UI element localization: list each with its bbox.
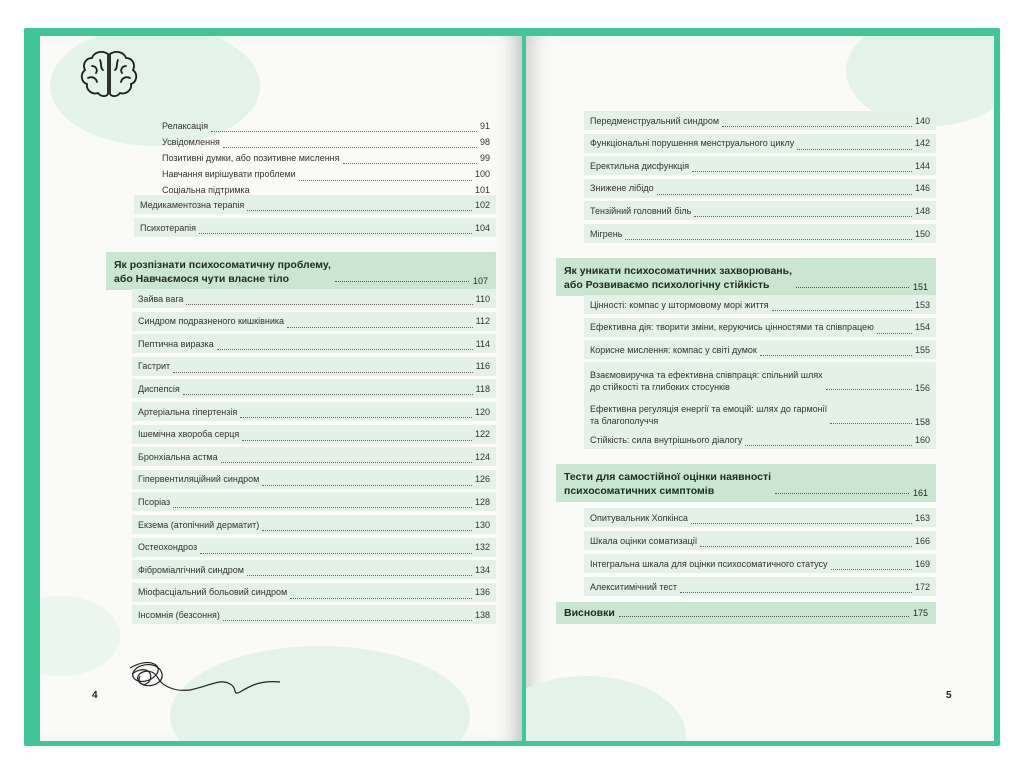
page-number: 4 xyxy=(92,690,98,701)
toc-entry-title: Артеріальна гіпертензія xyxy=(138,406,238,417)
toc-entry-title: Міофасціальний больовий синдром xyxy=(138,587,288,598)
toc-entry-title: Інтегральна шкала для оцінки психосоматичного статусу xyxy=(590,558,828,569)
toc-entry-title: Релаксація xyxy=(162,120,209,131)
section-heading[interactable] xyxy=(106,252,496,290)
toc-entry[interactable] xyxy=(584,531,936,550)
section-title-line2: або Навчаємося чути власне тіло xyxy=(114,273,290,285)
leader-dots xyxy=(657,194,912,195)
toc-entry-title: Психотерапія xyxy=(140,222,196,233)
leader-dots xyxy=(826,389,912,390)
leader-dots xyxy=(694,216,912,217)
leader-dots xyxy=(287,327,473,328)
toc-entry-page: 172 xyxy=(914,581,930,592)
toc-entry-title: Пептична виразка xyxy=(138,338,214,349)
scribble-thread-icon xyxy=(120,656,320,701)
leader-dots xyxy=(262,485,472,486)
toc-entry-page: 138 xyxy=(474,609,490,620)
toc-entry-title-line2: до стійкості та глибоких стосунків xyxy=(590,382,730,392)
toc-entry-page: 169 xyxy=(914,558,930,569)
toc-entry-page: 132 xyxy=(474,542,490,553)
leader-dots xyxy=(221,462,472,463)
toc-entry-page: 99 xyxy=(479,152,490,163)
toc-entry-title: Екзема (атопічний дерматит) xyxy=(138,519,260,530)
toc-entry-title: Диспепсія xyxy=(138,383,180,394)
toc-entry[interactable] xyxy=(584,201,936,220)
toc-entry[interactable] xyxy=(584,508,936,527)
toc-entry-title: Соціальна підтримка xyxy=(162,185,250,196)
section-heading[interactable] xyxy=(556,602,936,624)
toc-entry-page: 98 xyxy=(479,136,490,147)
toc-entry-page: 114 xyxy=(475,338,490,349)
decor-blob xyxy=(40,596,120,676)
leader-dots xyxy=(831,569,912,570)
toc-entry-page: 100 xyxy=(474,169,490,180)
toc-entry-page: 122 xyxy=(474,429,490,440)
brain-icon xyxy=(78,48,140,100)
leader-dots xyxy=(877,333,912,334)
toc-entry[interactable] xyxy=(584,554,936,573)
leader-dots xyxy=(183,394,473,395)
toc-entry-page: 136 xyxy=(474,587,490,598)
toc-entry[interactable] xyxy=(134,195,496,214)
leader-dots xyxy=(335,281,469,282)
toc-entry-title: Навчання вирішувати проблеми xyxy=(162,169,296,180)
leader-dots xyxy=(223,620,472,621)
toc-entry[interactable] xyxy=(584,340,936,359)
section-title: Висновки xyxy=(564,607,615,619)
section-title-line1: Тести для самостійної оцінки наявності xyxy=(564,471,772,483)
toc-entry-page: 146 xyxy=(914,183,930,194)
toc-entry-title: Псоріаз xyxy=(138,496,171,507)
section-heading[interactable] xyxy=(556,464,936,502)
leader-dots xyxy=(691,523,912,524)
toc-entry-page: 124 xyxy=(474,451,490,462)
toc-entry-page: 128 xyxy=(474,496,490,507)
toc-entry[interactable] xyxy=(132,492,496,511)
leader-dots xyxy=(772,310,912,311)
toc-entry-title-line1: Ефективна регуляція енергії та емоцій: шлях до гармонії xyxy=(590,404,828,414)
toc-entry[interactable] xyxy=(132,515,496,534)
toc-entry-page: 140 xyxy=(914,115,930,126)
toc-entry[interactable] xyxy=(132,583,496,602)
toc-entry-page: 116 xyxy=(475,361,490,372)
decor-blob xyxy=(526,676,686,741)
section-title-line1: Як уникати психосоматичних захворювань, xyxy=(564,265,793,277)
toc-entry-title: Шкала оцінки соматизації xyxy=(590,535,698,546)
toc-entry[interactable] xyxy=(584,134,936,153)
toc-entry[interactable] xyxy=(584,362,936,396)
leader-dots xyxy=(173,372,472,373)
toc-entry-title: Знижене лібідо xyxy=(590,183,654,194)
toc-entry-page: 166 xyxy=(914,535,930,546)
toc-entry-page: 155 xyxy=(914,344,930,355)
toc-entry-title: Гастрит xyxy=(138,361,171,372)
toc-entry[interactable] xyxy=(584,179,936,198)
toc-entry-title: Позитивні думки, або позитивне мислення xyxy=(162,152,340,163)
leader-dots xyxy=(242,440,472,441)
toc-entry-page: 144 xyxy=(914,160,930,171)
leader-dots xyxy=(692,171,912,172)
section-heading[interactable] xyxy=(556,258,936,296)
toc-entry[interactable] xyxy=(132,425,496,444)
toc-entry[interactable] xyxy=(584,156,936,175)
toc-entry-page: 154 xyxy=(914,322,930,333)
toc-entry-title: Ішемічна хвороба серця xyxy=(138,429,240,440)
leader-dots xyxy=(290,598,472,599)
leader-dots xyxy=(796,287,909,288)
toc-entry-title: Інсомнія (безсоння) xyxy=(138,609,220,620)
toc-entry-title-line1: Взаємовиручка та ефективна співпраця: спільний шлях xyxy=(590,370,823,380)
leader-dots xyxy=(760,355,912,356)
section-page: 175 xyxy=(912,608,928,618)
toc-entry-page: 158 xyxy=(914,417,930,427)
section-page: 161 xyxy=(912,488,928,498)
toc-entry[interactable] xyxy=(132,312,496,331)
toc-entry[interactable] xyxy=(134,218,496,237)
toc-entry-title: Еректильна дисфункція xyxy=(590,160,690,171)
toc-entry-title: Ефективна дія: творити зміни, керуючись цінностями та співпрацею xyxy=(590,322,874,333)
section-title-line1: Як розпізнати психосоматичну проблему, xyxy=(114,259,331,271)
toc-entry-page: 120 xyxy=(474,406,490,417)
toc-entry-page: 148 xyxy=(914,205,930,216)
leader-dots xyxy=(173,507,472,508)
toc-entry-page: 163 xyxy=(914,512,930,523)
toc-entry-title: Медикаментозна терапія xyxy=(140,199,245,210)
section-page: 151 xyxy=(912,282,928,292)
toc-entry[interactable] xyxy=(584,577,936,596)
toc-entry[interactable] xyxy=(584,224,936,243)
toc-entry[interactable] xyxy=(132,538,496,557)
leader-dots xyxy=(217,349,473,350)
page-number: 5 xyxy=(946,690,952,701)
toc-entry-page: 160 xyxy=(914,434,930,445)
toc-entry-title: Стійкість: сила внутрішнього діалогу xyxy=(590,434,743,445)
toc-entry[interactable] xyxy=(584,111,936,130)
toc-entry-title: Мігрень xyxy=(590,228,623,239)
toc-entry[interactable] xyxy=(132,447,496,466)
toc-entry-title: Гіпервентиляційний синдром xyxy=(138,474,260,485)
toc-entry-title: Алекситимічний тест xyxy=(590,581,678,592)
toc-entry-title: Зайва вага xyxy=(138,293,184,304)
toc-entry[interactable] xyxy=(584,318,936,337)
leader-dots xyxy=(200,553,472,554)
toc-entry-page: 150 xyxy=(914,228,930,239)
toc-entry[interactable] xyxy=(584,430,936,449)
toc-entry[interactable] xyxy=(132,560,496,579)
toc-entry-title: Передменструальний синдром xyxy=(590,115,720,126)
toc-entry-page: 130 xyxy=(474,519,490,530)
toc-entry[interactable] xyxy=(584,295,936,314)
toc-entry-page: 126 xyxy=(474,474,490,485)
toc-entry-page: 104 xyxy=(474,222,490,233)
toc-entry-page: 112 xyxy=(475,316,490,327)
leader-dots xyxy=(247,210,472,211)
section-page: 107 xyxy=(472,276,488,286)
toc-entry-title: Тензійний головний біль xyxy=(590,205,692,216)
toc-entry-title: Фіброміалгічний синдром xyxy=(138,564,244,575)
leader-dots xyxy=(625,239,912,240)
toc-entry-title: Корисне мислення: компас у світі думок xyxy=(590,344,757,355)
leader-dots xyxy=(680,592,912,593)
toc-entry-title: Усвідомлення xyxy=(162,136,220,147)
section-title-line2: або Розвиваємо психологічну стійкість xyxy=(564,279,770,291)
toc-entry-title: Опитувальник Хопкінса xyxy=(590,512,688,523)
toc-entry-page: 134 xyxy=(474,564,490,575)
leader-dots xyxy=(745,445,912,446)
toc-entry-page: 102 xyxy=(474,199,490,210)
toc-entry-page: 110 xyxy=(475,293,490,304)
toc-entry[interactable] xyxy=(132,605,496,624)
toc-entry-page: 142 xyxy=(914,138,930,149)
leader-dots xyxy=(262,530,472,531)
toc-entry[interactable] xyxy=(132,334,496,353)
toc-entry-title: Функціональні порушення менструального циклу xyxy=(590,138,795,149)
toc-entry-title: Цінності: компас у штормовому морі життя xyxy=(590,299,769,310)
section-title-line2: психосоматичних симптомів xyxy=(564,485,715,497)
toc-entry-page: 153 xyxy=(914,299,930,310)
toc-entry-title-line2: та благополуччя xyxy=(590,416,659,426)
leader-dots xyxy=(830,423,912,424)
leader-dots xyxy=(775,493,909,494)
leader-dots xyxy=(619,616,909,617)
toc-entry-page: 118 xyxy=(475,383,490,394)
toc-entry[interactable] xyxy=(132,357,496,376)
leader-dots xyxy=(797,149,912,150)
leader-dots xyxy=(247,575,472,576)
leader-dots xyxy=(240,417,472,418)
leader-dots xyxy=(186,304,472,305)
leader-dots xyxy=(722,126,912,127)
toc-entry[interactable] xyxy=(132,402,496,421)
toc-entry-page: 91 xyxy=(479,120,490,131)
toc-entry-title: Синдром подразненого кишківника xyxy=(138,316,284,327)
toc-entry[interactable] xyxy=(132,289,496,308)
toc-entry-title: Остеохондроз xyxy=(138,542,198,553)
leader-dots xyxy=(700,546,912,547)
toc-entry[interactable] xyxy=(132,379,496,398)
toc-entry-page: 156 xyxy=(914,383,930,393)
leader-dots xyxy=(199,233,472,234)
left-page xyxy=(40,36,522,741)
toc-entry-page: 101 xyxy=(474,185,490,196)
toc-entry[interactable] xyxy=(132,470,496,489)
toc-entry[interactable] xyxy=(584,396,936,430)
right-page xyxy=(526,36,994,741)
toc-entry-title: Бронхіальна астма xyxy=(138,451,218,462)
